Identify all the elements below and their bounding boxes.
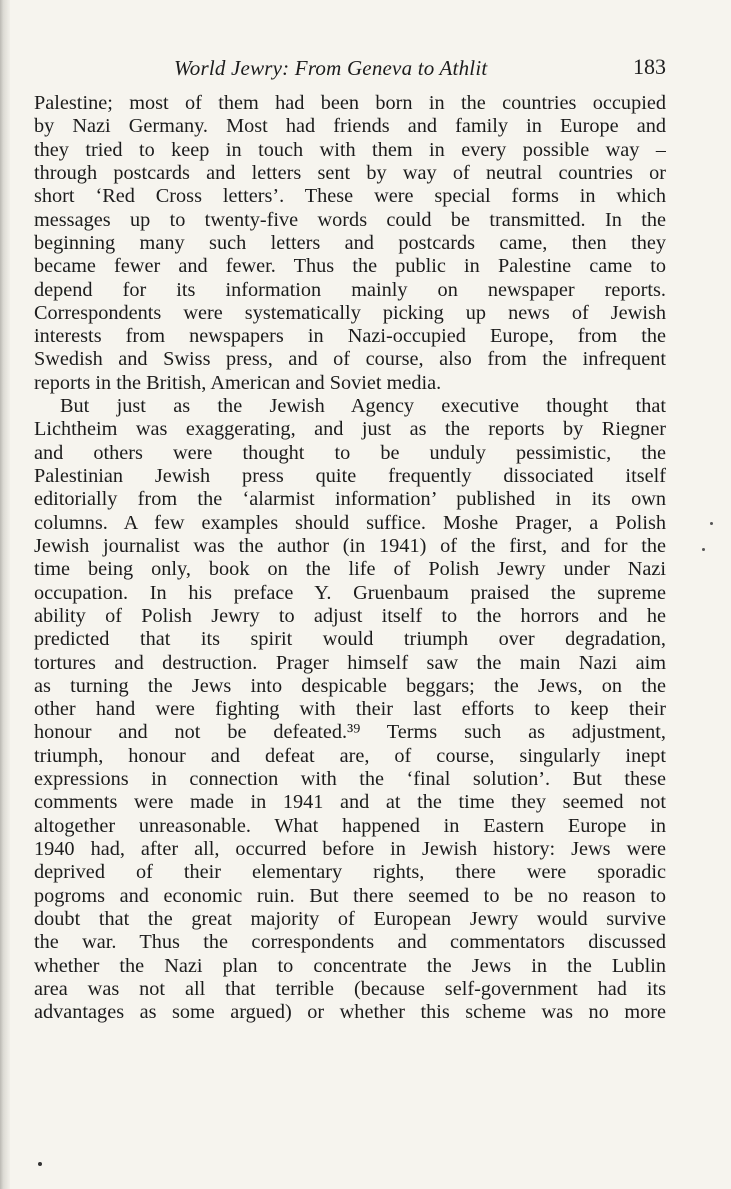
text-line: predicted that its spirit would triumph over degradation, xyxy=(34,628,666,651)
text-line: But just as the Jewish Agency executive thought that xyxy=(60,395,666,418)
text-line: Correspondents were systematically picking up news of Jewish xyxy=(34,301,666,324)
text-line: Palestine; most of them had been born in the countries occupied xyxy=(34,92,666,114)
page-number: 183 xyxy=(633,54,666,79)
print-speck xyxy=(38,1162,42,1166)
text-line: 1940 had, after all, occurred before in Jewish history: Jews were xyxy=(34,838,666,860)
text-line: as turning the Jews into despicable beggars; the Jews, on the xyxy=(34,674,666,697)
text-line: through postcards and letters sent by way of neutral countries or xyxy=(34,161,666,184)
text-line: ability of Polish Jewry to adjust itself to the horrors and he xyxy=(34,604,666,627)
binding-shadow xyxy=(0,0,10,1189)
text-line: they tried to keep in touch with them in every possible way – xyxy=(34,138,666,161)
running-title: World Jewry: From Geneva to Athlit xyxy=(174,56,488,80)
text-line: other hand were fighting with their last efforts to keep their xyxy=(34,698,666,721)
text-line: honour and not be defeated.³⁹ Terms such as adjustment, xyxy=(34,721,666,744)
text-line: Palestinian Jewish press quite frequently dissociated itself xyxy=(34,465,666,487)
print-speck xyxy=(702,548,705,551)
text-line: and others were thought to be unduly pessimistic, the xyxy=(34,441,666,464)
text-line: short ‘Red Cross letters’. These were special forms in which xyxy=(34,185,666,208)
print-speck xyxy=(710,522,713,525)
text-line: the war. Thus the correspondents and commentators discussed xyxy=(34,931,666,954)
text-line: editorially from the ‘alarmist information’ published in its own xyxy=(34,488,666,511)
text-line: depend for its information mainly on newspaper reports. xyxy=(34,278,666,301)
text-line: time being only, book on the life of Polish Jewry under Nazi xyxy=(34,558,666,581)
text-line: advantages as some argued) or whether this scheme was no more xyxy=(34,1001,666,1024)
text-line: became fewer and fewer. Thus the public in Palestine came to xyxy=(34,255,666,278)
text-line: area was not all that terrible (because self-government had its xyxy=(34,977,666,1000)
text-line: doubt that the great majority of European Jewry would survive xyxy=(34,907,666,930)
text-line: messages up to twenty-five words could be transmitted. In the xyxy=(34,208,666,231)
text-line: Swedish and Swiss press, and of course, also from the infrequent xyxy=(34,348,666,371)
text-line: expressions in connection with the ‘final solution’. But these xyxy=(34,768,666,791)
text-line: tortures and destruction. Prager himself saw the main Nazi aim xyxy=(34,651,666,674)
text-line: columns. A few examples should suffice. Moshe Prager, a Polish xyxy=(34,511,666,534)
text-line: beginning many such letters and postcards came, then they xyxy=(34,231,666,254)
text-line: Lichtheim was exaggerating, and just as the reports by Riegner xyxy=(34,418,666,441)
text-line: reports in the British, American and Soviet media. xyxy=(34,371,442,394)
page-header xyxy=(34,52,666,86)
text-line: deprived of their elementary rights, there were sporadic xyxy=(34,861,666,884)
text-line: Jewish journalist was the author (in 1941) of the first, and for the xyxy=(34,534,666,557)
text-line: pogroms and economic ruin. But there seemed to be no reason to xyxy=(34,884,666,907)
text-line: altogether unreasonable. What happened in Eastern Europe in xyxy=(34,814,666,837)
body-text xyxy=(34,92,666,1025)
text-line: comments were made in 1941 and at the time they seemed not xyxy=(34,791,666,814)
text-line: by Nazi Germany. Most had friends and family in Europe and xyxy=(34,115,666,138)
text-line: triumph, honour and defeat are, of course, singularly inept xyxy=(34,744,666,767)
text-line: interests from newspapers in Nazi-occupied Europe, from the xyxy=(34,325,666,348)
text-line: occupation. In his preface Y. Gruenbaum praised the supreme xyxy=(34,581,666,604)
text-line: whether the Nazi plan to concentrate the Jews in the Lublin xyxy=(34,954,666,977)
